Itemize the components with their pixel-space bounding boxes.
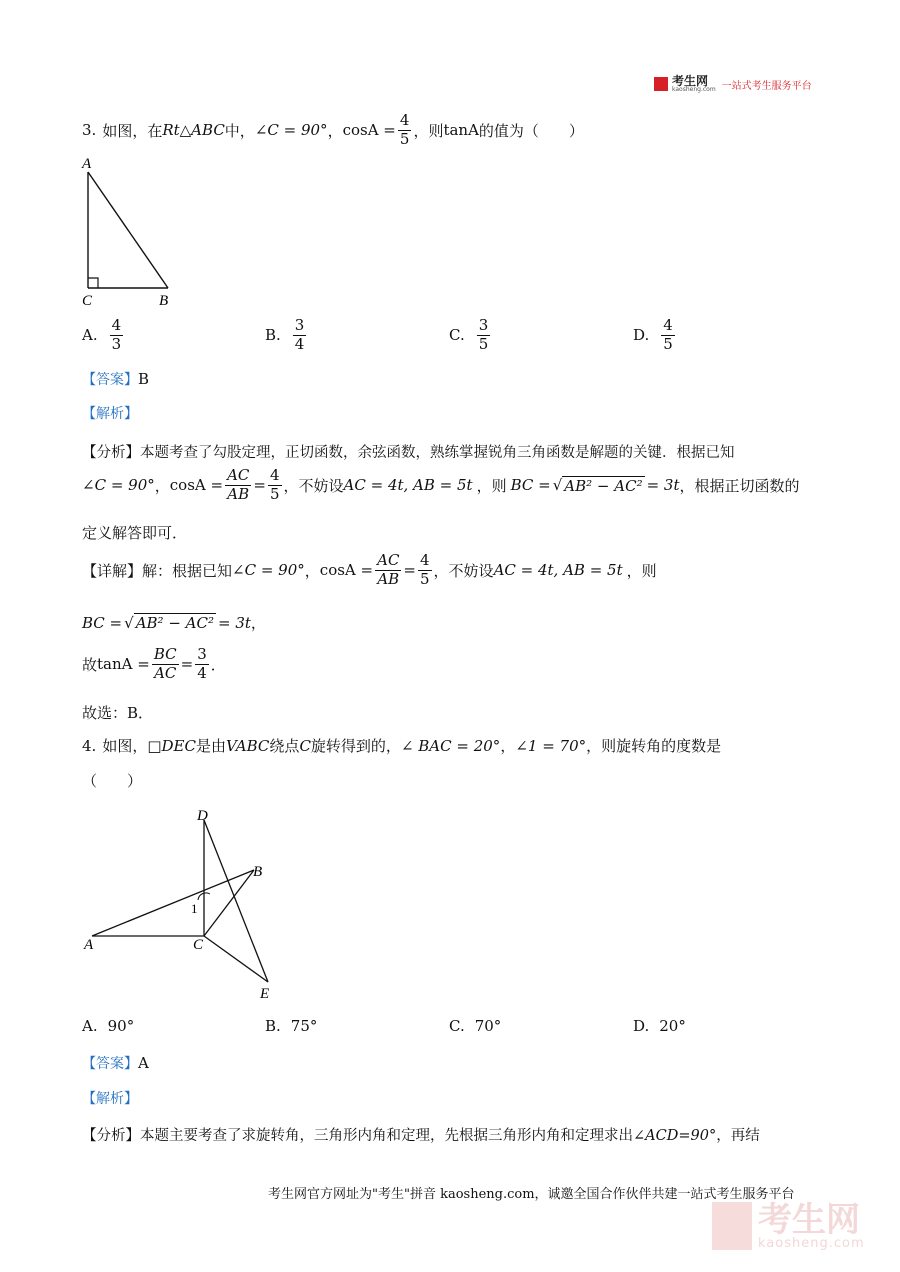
fenxi-tag: 【分析】 — [82, 445, 140, 461]
q4-stem — [82, 735, 721, 756]
analysis-tag: 【解析】 — [82, 1091, 138, 1107]
q4-label-d: D — [197, 808, 208, 824]
denominator: 3 — [111, 334, 122, 353]
math: cosA = — [169, 476, 224, 495]
denominator: 5 — [269, 484, 280, 503]
q3-angle-c: ∠C = 90° — [254, 121, 328, 140]
q4-number: 4. — [82, 736, 97, 755]
footer-text — [268, 1183, 795, 1202]
option-label: B. — [265, 1017, 281, 1035]
sqrt-content: AB² − AC² — [564, 476, 643, 495]
option-label: D. — [633, 1017, 650, 1035]
text: 旋转得到的， — [310, 737, 401, 755]
q4-option-c[interactable] — [449, 1017, 501, 1035]
math: ∠1 = 70° — [515, 736, 587, 755]
option-label: B. — [265, 326, 281, 345]
text: 解：根据已知 — [142, 561, 233, 580]
text: ，则 — [626, 561, 657, 580]
text: 是由 — [195, 737, 226, 755]
q3-option-a[interactable] — [82, 318, 125, 353]
math: ∠C = 90° — [232, 561, 305, 580]
q3-analysis-tag — [82, 403, 138, 423]
fenxi-text: ，再结 — [716, 1128, 760, 1144]
text: ． — [210, 655, 226, 674]
fenxi-text: 定义解答即可． — [82, 524, 188, 542]
text: ， — [154, 476, 170, 495]
text: ，则旋转角的度数是 — [586, 737, 722, 755]
text: 如图， — [102, 737, 148, 755]
brand-sub: kaosheng.com — [672, 86, 716, 93]
watermark-brand: 考生网 — [758, 1199, 860, 1240]
math: □DEC — [147, 736, 196, 755]
math: = — [403, 561, 416, 580]
q4-option-d[interactable] — [633, 1017, 686, 1035]
q3-bc-line: BC = √ AB² − AC² = 3t ， — [82, 613, 266, 632]
math: = 3t — [646, 476, 680, 495]
q4-label-e: E — [260, 986, 270, 1002]
text: ，不妨设 — [283, 476, 344, 495]
text: ，根据正切函数的 — [679, 476, 800, 495]
option-label: A. — [82, 326, 98, 345]
q3-tan: tanA — [443, 121, 479, 140]
text: ， — [500, 737, 516, 755]
logo-icon — [654, 77, 668, 91]
watermark-icon — [712, 1202, 752, 1250]
q4-option-b[interactable] — [265, 1017, 317, 1035]
q4-label-1: 1 — [191, 901, 198, 916]
math: cosA = — [319, 561, 374, 580]
denominator: AB — [227, 484, 250, 503]
header-logo — [654, 75, 812, 93]
answer-value: A — [138, 1054, 149, 1072]
q3-fenxi-line3 — [82, 522, 187, 543]
q3-gu-line — [82, 647, 226, 682]
q4-rotation-figure — [78, 800, 298, 1005]
numerator: AC — [227, 466, 250, 484]
denominator: 5 — [420, 569, 430, 588]
q3-answer — [82, 369, 149, 389]
option-value: 75° — [290, 1017, 318, 1035]
q3-fenxi-line2: ∠C = 90° ， cosA = $\frac{AC}{AB}$ = $\frac{4}{5}$ ，不妨设 AC = 4t, AB = 5t ，则 BC = √ AB² − AC² = 3t ，根据正切函数的 — [82, 466, 800, 503]
watermark-sub: kaosheng.com — [758, 1235, 865, 1251]
numerator: 3 — [478, 316, 489, 334]
text: 绕点 — [269, 737, 300, 755]
q3-cos: cosA = — [342, 121, 396, 140]
footer-line: 考生网官方网址为"考生"拼音 kaosheng.com，诚邀全国合作伙伴共建一站式考生服务平台 — [268, 1187, 795, 1202]
denominator: 4 — [197, 663, 207, 682]
math: AC = 4t, AB = 5t — [343, 476, 473, 495]
denominator: 4 — [294, 334, 305, 353]
q4-fenxi — [82, 1124, 760, 1145]
fenxi-text: 本题主要考查了求旋转角，三角形内角和定理，先根据三角形内角和定理求出 — [140, 1128, 633, 1144]
q4-option-a[interactable] — [82, 1017, 134, 1035]
numerator: 4 — [420, 551, 430, 569]
q3-stem — [82, 113, 584, 148]
fenxi-text: 本题考查了勾股定理，正切函数，余弦函数，熟练掌握锐角三角函数是解题的关键．根据已知 — [140, 445, 735, 461]
numerator: BC — [153, 645, 177, 663]
q3-number: 3. — [82, 121, 97, 140]
text: ，则 — [476, 476, 507, 495]
q3-option-b[interactable] — [265, 318, 308, 353]
q3-label-b: B — [159, 293, 169, 309]
brand-slogan: 一站式考生服务平台 — [721, 80, 812, 92]
math: BC = — [510, 476, 551, 495]
option-value: 90° — [107, 1017, 135, 1035]
q3-xiangjie-line1 — [82, 553, 657, 588]
option-label: A. — [82, 1017, 98, 1035]
math: C — [299, 736, 311, 755]
numerator: 4 — [399, 111, 410, 129]
option-value: 70° — [474, 1017, 502, 1035]
text: ， — [304, 561, 320, 580]
fenxi-tag: 【分析】 — [82, 1128, 140, 1144]
q3-text: ，则 — [413, 121, 444, 140]
math: = — [253, 476, 266, 495]
q4-label-b: B — [253, 864, 263, 880]
text: 故 — [82, 655, 98, 674]
denominator: AC — [154, 663, 177, 682]
numerator: 4 — [269, 466, 280, 484]
q3-triangle-figure — [78, 150, 188, 310]
math: ∠ BAC = 20° — [400, 736, 501, 755]
q3-rt-triangle: Rt△ABC — [162, 121, 225, 140]
q4-label-c: C — [193, 937, 204, 953]
fenxi-math: ∠ACD=90° — [633, 1128, 717, 1144]
math: tanA = — [97, 655, 150, 674]
q3-option-c[interactable] — [449, 318, 492, 353]
xiangjie-tag: 【详解】 — [82, 561, 143, 580]
math: VABC — [225, 736, 270, 755]
math: = 3t — [217, 613, 251, 632]
numerator: 3 — [197, 645, 207, 663]
q3-fraction — [398, 113, 412, 148]
answer-value: B — [138, 370, 150, 388]
denominator: 5 — [399, 129, 410, 148]
option-label: C. — [449, 1017, 465, 1035]
q3-label-a: A — [82, 156, 92, 172]
q3-guxuan — [82, 702, 153, 723]
numerator: 4 — [111, 316, 122, 334]
text: ，不妨设 — [433, 561, 494, 580]
sqrt-content: AB² − AC² — [135, 614, 214, 632]
option-value: 20° — [659, 1017, 686, 1035]
q4-stem-paren — [82, 770, 142, 791]
numerator: 4 — [663, 316, 673, 334]
denominator: 5 — [663, 334, 673, 353]
q3-option-d[interactable] — [633, 318, 677, 353]
q3-label-c: C — [82, 293, 93, 309]
text: ， — [250, 614, 266, 632]
q3-fenxi-line1 — [82, 441, 735, 462]
math: ∠C = 90° — [82, 476, 155, 495]
watermark-logo — [712, 1199, 865, 1251]
denominator: 5 — [478, 334, 489, 353]
option-label: D. — [633, 326, 650, 345]
q4-analysis-tag — [82, 1088, 138, 1108]
brand-name: 考生网 — [672, 74, 709, 88]
q3-text: 如图，在 — [102, 121, 163, 140]
numerator: AC — [377, 551, 400, 569]
guxuan-text: 故选：B． — [82, 704, 154, 722]
q3-text: 中， — [224, 121, 255, 140]
option-label: C. — [449, 326, 465, 345]
q3-text: 的值为（ ） — [478, 121, 584, 140]
analysis-tag: 【解析】 — [82, 406, 138, 422]
q3-text: ， — [327, 121, 343, 140]
q4-label-a: A — [84, 937, 94, 953]
paren: （ ） — [82, 772, 143, 790]
math: AC = 4t, AB = 5t — [493, 561, 623, 580]
denominator: AB — [377, 569, 400, 588]
numerator: 3 — [294, 316, 305, 334]
answer-tag: 【答案】 — [82, 372, 138, 388]
math: = — [180, 655, 194, 674]
q4-answer — [82, 1053, 149, 1073]
math: BC = — [82, 613, 123, 632]
answer-tag: 【答案】 — [82, 1056, 138, 1072]
